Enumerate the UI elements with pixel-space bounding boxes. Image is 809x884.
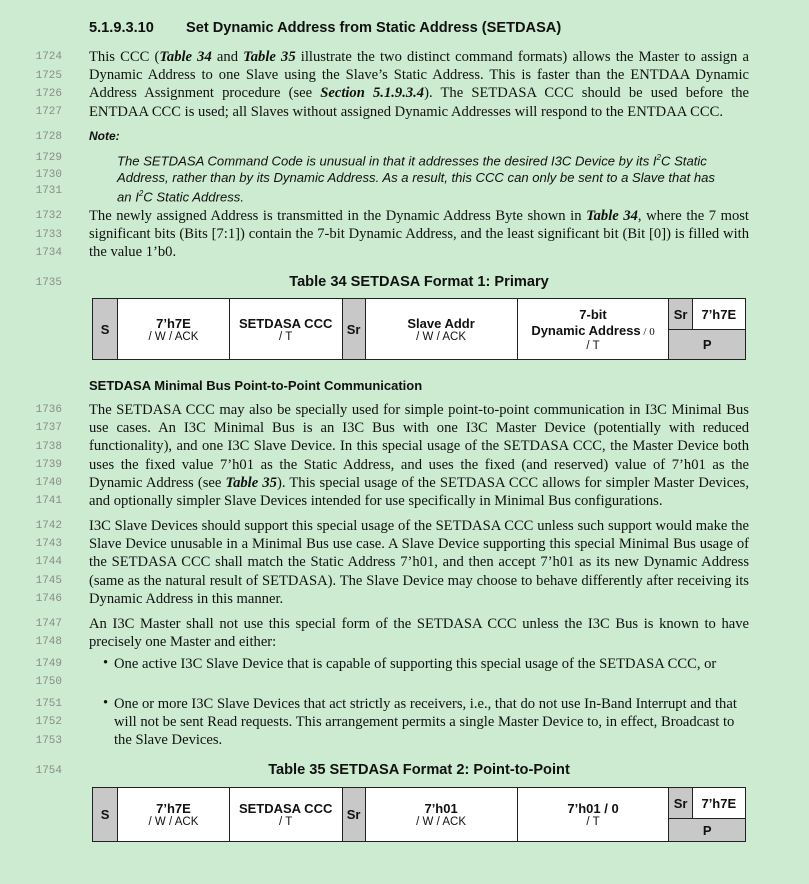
- line-number: 1735: [35, 277, 62, 289]
- stop-cell: P: [669, 330, 746, 360]
- line-number: 1725: [35, 70, 62, 82]
- stop-cell: P: [669, 819, 746, 842]
- line-number: 1727: [35, 106, 62, 118]
- table34-caption: Table 34 SETDASA Format 1: Primary: [289, 274, 549, 290]
- list-item: One active I3C Slave Device that is capable of supporting this special usage of the SETDASA CCC, or: [114, 656, 717, 672]
- cell-broadcast-addr: 7’h7E / W / ACK: [118, 299, 230, 360]
- section-title: Set Dynamic Address from Static Address (SETDASA): [186, 20, 562, 36]
- repeated-start-cell: Sr: [669, 299, 692, 330]
- table-reference[interactable]: Table 34: [159, 49, 212, 65]
- table-reference[interactable]: Table 35: [243, 49, 296, 65]
- line-number: 1739: [35, 459, 62, 471]
- note-label: Note:: [89, 129, 120, 143]
- cell-static-addr: 7’h01 / W / ACK: [365, 788, 517, 842]
- table35-caption: Table 35 SETDASA Format 2: Point-to-Point: [268, 762, 570, 778]
- line-number: 1754: [35, 765, 62, 777]
- paragraph-intro: This CCC (Table 34 and Table 35 illustrate the two distinct command formats) allows the Master to assign a Dynamic Address to one Slave using the Slave’s Static Address. This is faster than the ENTDAA Dynamic Address Assignment procedure (see Section 5.1.9.3.4). The SETDASA CCC should be used before the ENTDAA CCC is used; all Slaves without assigned Dynamic Addresses will respond to the ENTDAA CCC.: [89, 49, 749, 120]
- line-number: 1732: [35, 210, 62, 222]
- cell-broadcast-addr: 7’h7E: [692, 299, 745, 330]
- line-number: 1741: [35, 495, 62, 507]
- cell-slave-addr: Slave Addr / W / ACK: [365, 299, 517, 360]
- cell-dynamic-address: 7-bit Dynamic Address / 0 / T: [517, 299, 669, 360]
- line-number: 1753: [35, 735, 62, 747]
- line-number: 1731: [35, 185, 62, 197]
- paragraph-slave-support: I3C Slave Devices should support this special usage of the SETDASA CCC unless such support would make the Slave Device unusable in a Minimal Bus use case. A Slave Device supporting this special Minimal Bus usage of the SETDASA CCC shall match the Static Address 7’h01, and then accept 7’h01 as its new Dynamic Address (same as the natural result of SETDASA). The Slave Device may choose to behave differently after receiving its Dynamic Address in this manner.: [89, 518, 749, 607]
- subheading: SETDASA Minimal Bus Point-to-Point Communication: [89, 378, 423, 393]
- line-number: 1748: [35, 636, 62, 648]
- table-reference[interactable]: Table 35: [225, 474, 277, 491]
- repeated-start-cell: Sr: [342, 299, 365, 360]
- note-text: The SETDASA Command Code is unusual in that it addresses the desired I3C Device by its $I^2C$ Static Address, rather than by its Dynamic Address. As a result, this CCC can only be sent to a Slave that has an $I^2C$ Static Address.: [117, 153, 715, 205]
- line-number: 1744: [35, 556, 62, 568]
- bullet-icon: •: [103, 655, 109, 671]
- line-number: 1750: [35, 676, 62, 688]
- start-cell: S: [93, 788, 118, 842]
- line-number: 1747: [35, 618, 62, 630]
- table-reference[interactable]: Table 34: [586, 208, 638, 224]
- cell-ccc: SETDASA CCC / T: [229, 299, 342, 360]
- paragraph-master-restriction: An I3C Master shall not use this special form of the SETDASA CCC unless the I3C Bus is known to have precisely one Master and either:: [89, 616, 749, 651]
- line-number: 1726: [35, 88, 62, 100]
- repeated-start-cell: Sr: [342, 788, 365, 842]
- cell-ccc: SETDASA CCC / T: [229, 788, 342, 842]
- line-number: 1736: [35, 404, 62, 416]
- line-number: 1730: [35, 169, 62, 181]
- section-reference[interactable]: Section 5.1.9.3.4: [320, 85, 425, 102]
- line-number: 1738: [35, 441, 62, 453]
- line-number: 1729: [35, 152, 62, 164]
- repeated-start-cell: Sr: [669, 788, 692, 819]
- cell-broadcast-addr: 7’h7E: [692, 788, 745, 819]
- paragraph-minimal-bus: The SETDASA CCC may also be specially used for simple point-to-point communication in I3C Minimal Bus use cases. An I3C Minimal Bus is an I3C Bus with one I3C Master Device (potentially with reduced functionality), and one I3C Slave Device. In this special usage of the SETDASA CCC, the Master Device both uses the fixed value 7’h01 as the Static Address, and uses the fixed (and reserved) value of 7’h01 as the Dynamic Address (see Table 35). This special usage of the SETDASA CCC allows for simpler Master Devices, and optionally simpler Slave Devices intended for use specifically in Minimal Bus configurations.: [89, 402, 749, 510]
- line-number: 1742: [35, 520, 62, 532]
- line-number: 1734: [35, 247, 62, 259]
- line-number: 1733: [35, 229, 62, 241]
- line-number: 1743: [35, 538, 62, 550]
- line-number: 1737: [35, 422, 62, 434]
- cell-broadcast-addr: 7’h7E / W / ACK: [118, 788, 230, 842]
- table34-format: [92, 298, 746, 360]
- bullet-icon: •: [103, 695, 109, 711]
- table35-format: [92, 787, 746, 842]
- cell-dynamic-address: 7’h01 / 0 / T: [517, 788, 669, 842]
- line-number: 1740: [35, 477, 62, 489]
- list-item: One or more I3C Slave Devices that act strictly as receivers, i.e., that do not use In-Band Interrupt and that will not be sent Read requests. This arrangement permits a single Master Device to, in effect, Broadcast to the Slave Devices.: [114, 696, 737, 749]
- paragraph-address-byte: The newly assigned Address is transmitted in the Dynamic Address Byte shown in Table 34, where the 7 most significant bits (Bits [7:1]) contain the 7-bit Dynamic Address, and the least significant bit (Bit [0]) is filled with the value 1’b0.: [89, 208, 749, 261]
- section-number: 5.1.9.3.10: [89, 20, 154, 36]
- line-number: 1746: [35, 593, 62, 605]
- line-number: 1745: [35, 575, 62, 587]
- line-number: 1728: [35, 131, 62, 143]
- start-cell: S: [93, 299, 118, 360]
- line-number: 1724: [35, 51, 62, 63]
- line-number: 1752: [35, 716, 62, 728]
- line-number: 1751: [35, 698, 62, 710]
- line-number: 1749: [35, 658, 62, 670]
